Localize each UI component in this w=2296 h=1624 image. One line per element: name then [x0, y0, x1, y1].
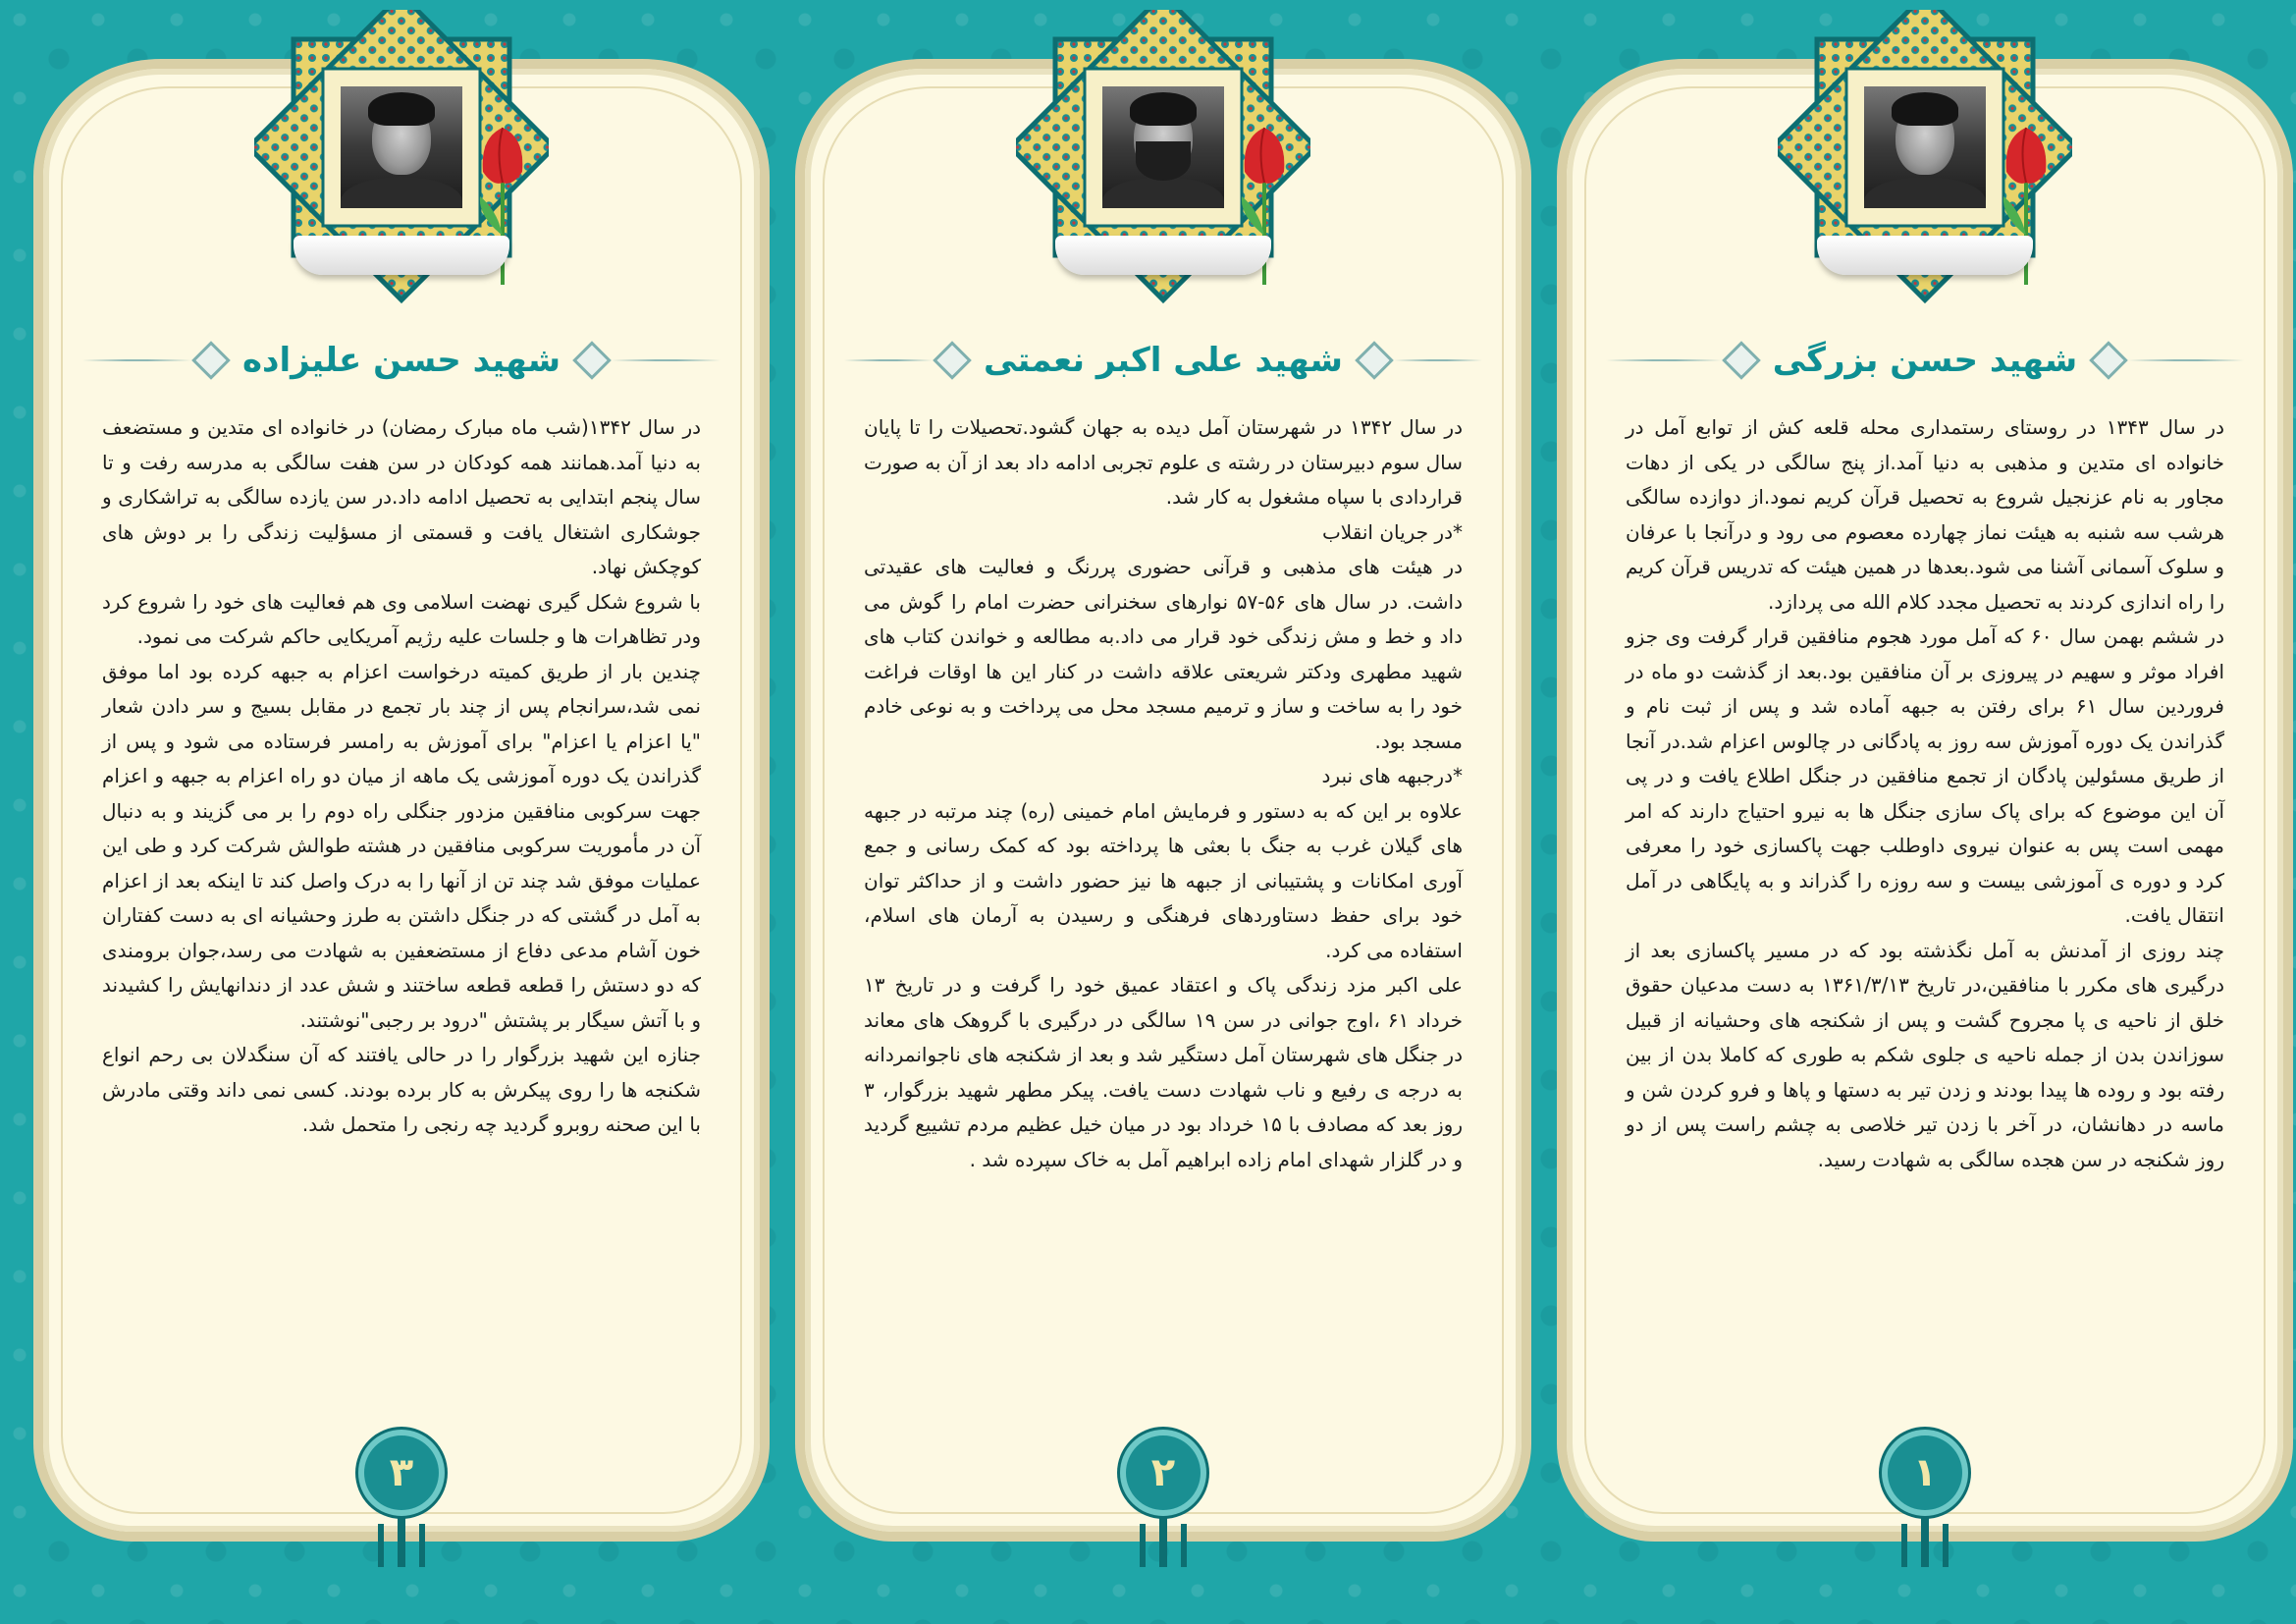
section-heading: *در جریان انقلاب — [1321, 519, 1463, 544]
page-number: ۲ — [1150, 1450, 1176, 1495]
page-number-badge — [333, 1414, 470, 1561]
ornament-diamond-icon — [572, 341, 612, 380]
section-heading: *درجبهه های نبرد — [1321, 764, 1463, 787]
biography-paragraph: چندین بار از طریق کمیته درخواست اعزام به جبهه کرده بود اما موفق نمی شد،سرانجام پس از چند بار تجمع در مقابل بسیج و سر دادن شعار "یا اعزام یا اعزام" برای آموزش به رامسر فرستاده می شود و پس از گذراندن یک دوره آموزشی یک ماهه از میان دو راه اعزام به جبهه و اعزام جهت سرکوبی منافقین مزدور جنگلی راه دوم را بر می گزیند و به دنبال آن در مأموریت سرکوبی منافقین در هشته طوالش شرکت کرد و طی این عملیات موفق شد چند تن از آنها را به درک واصل کند تا اینکه بعد از اعزام به آمل در گشتی که در جنگل داشتن به طرز وحشیانه ای به دست کفتاران خون آشام مدعی دفاع از مستضعفین به شهادت می رسد،جوان برومندی که دو دستش را قطعه قطعه ساختند و شش عدد از دندانهایش را کشیدند و با آتش سیگار بر پشتش "درود بر رجبی"نوشتند. — [102, 659, 701, 1032]
biography-paragraph: با شروع شکل گیری نهضت اسلامی وی هم فعالیت های خود را شروع کرد ودر تظاهرات ها و جلسات علیه رژیم آمریکایی حاکم شرکت می نمود. — [102, 589, 701, 648]
martyr-photo — [1102, 86, 1224, 208]
ornament-right — [2128, 352, 2244, 368]
ornament-right — [1394, 352, 1482, 368]
biography-paragraph: در ششم بهمن سال ۶۰ که آمل مورد هجوم منافقین قرار گرفت وی جزو افراد موثر و سهیم در پیروزی بر آن منافقین بود.بعد از گذشت دو ماه در فروردین سال ۶۱ برای رفتن به جبهه آماده شد و پس از ثبت نام و گذراندن یک دوره آموزش سه روز به پادگانی در چالوس اعزام شد.در آنجا از طریق مسئولین پادگان از تجمع منافقین در جنگل اطلاع یافت و در پی آن این موضوع که برای پاک سازی جنگل ها به نیرو احتیاج دارند که امر مهمی است پس به عنوان نیروی داوطلب جهت پاکسازی خود را معرفی کرد و دوره ی آموزشی بیست و سه روزه را گذراند و به پایگاهی در آمل انتقال یافت. — [1626, 624, 2224, 927]
martyr-photo — [341, 86, 462, 208]
title-bar — [82, 326, 721, 395]
page-number: ۱ — [1912, 1450, 1938, 1495]
ornament-left — [82, 352, 191, 368]
ornament-diamond-icon — [1722, 341, 1761, 380]
portrait-frame — [1016, 10, 1310, 304]
martyr-panel-2 — [805, 69, 1522, 1532]
title-bar — [1606, 326, 2244, 395]
ornament-left — [1606, 352, 1722, 368]
biography-paragraph: در سال ۱۳۴۳ در روستای رستمداری محله قلعه کش از توابع آمل در خانواده ای متدین و مذهبی به دنیا آمد.از پنج سالگی در یکی از دهات مجاور به نام عزنجیل شروع به تحصیل قرآن کریم نمود.از دوازده سالگی هرشب سه شنبه به هیئت نماز چهارده معصوم می رود و درآنجا با عرفان و سلوک آسمانی آشنا می شود.بعدها در همین هیئت که تدریس قرآن کریم را راه اندازی کردند به تحصیل مجدد کلام الله می پردازد. — [1626, 415, 2224, 614]
biography-text — [102, 410, 701, 1404]
biography-text — [1626, 410, 2224, 1404]
biography-paragraph: علی اکبر مزد زندگی پاک و اعتقاد عمیق خود را گرفت و در تاریخ ۱۳ خرداد ۶۱ ،اوج جوانی در سن ۱۹ سالگی در درگیری با گروهک های معاند در جنگل های شهرستان آمل دستگیر شد و بعد از شکنجه های ناجوانمردانه به درجه ی رفیع و ناب شهادت دست یافت. پیکر مطهر شهید بزرگوار، ۳ روز بعد که مصادف با ۱۵ خرداد بود در میان خیل عظیم مردم تشییع گردید و در گلزار شهدای امام زاده ابراهیم آمل به خاک سپرده شد . — [864, 973, 1464, 1171]
portrait-tray — [294, 236, 509, 275]
ornament-right — [612, 352, 721, 368]
martyr-photo — [1864, 86, 1986, 208]
biography-text — [864, 410, 1463, 1404]
page-number-badge — [1856, 1414, 1994, 1561]
biography-paragraph: در هیئت های مذهبی و قرآنی حضوری پررنگ و فعالیت های عقیدتی داشت. در سال های ۵۶-۵۷ نوارهای سخنرانی حضرت امام را گوش می داد و خط و مش زندگی خود قرار می داد.به مطالعه و خواندن کتاب های شهید مطهری ودکتر شریعتی علاقه داشت در کنار این ها اوقات فراغت خود را به ساخت و ساز و ترمیم مسجد محل می پرداخت و به نوعی خادم مسجد بود. — [864, 555, 1464, 753]
martyr-name: شهید حسن بزرگی — [1772, 341, 2078, 380]
portrait-tray — [1817, 236, 2033, 275]
portrait-frame — [1778, 10, 2072, 304]
portrait-frame — [254, 10, 549, 304]
ornament-diamond-icon — [1355, 341, 1394, 380]
biography-paragraph: علاوه بر این که به دستور و فرمایش امام خمینی (ره) چند مرتبه در جبهه های گیلان غرب به جنگ با بعثی ها پرداخته بود که کمک رسانی و جمع آوری امکانات و پشتیبانی از جبهه ها نیز حضور داشت و از حداکثر توان خود برای حفظ دستاوردهای فرهنگی و رسیدن به آرمان های اسلام، استفاده می کرد. — [864, 798, 1463, 962]
ornament-diamond-icon — [2089, 341, 2128, 380]
biography-paragraph: چند روزی از آمدنش به آمل نگذشته بود که در مسیر پاکسازی بعد از درگیری های مکرر با منافقین،در تاریخ ۱۳۶۱/۳/۱۳ به دست مدعیان حقوق خلق از ناحیه ی پا مجروح گشت و پس از شکنجه های وحشیانه از قبیل سوزاندن بدن از جمله ناحیه ی جلوی شکم به طوری که کاملا بدن از بین رفته بود و روده ها پیدا بودند و زدن تیر به دستها و پاها و فرو کردن شن و ماسه در دهانشان، در آخر با زدن تیر خلاصی به چشم راست پس از دو روز شکنجه در سن هجده سالگی به شهادت رسید. — [1626, 938, 2224, 1171]
title-bar — [844, 326, 1482, 395]
ornament-diamond-icon — [191, 341, 231, 380]
portrait-tray — [1055, 236, 1271, 275]
ornament-left — [844, 352, 933, 368]
page-number-badge — [1095, 1414, 1232, 1561]
biography-paragraph: در سال ۱۳۴۲ در شهرستان آمل دیده به جهان گشود.تحصیلات را تا پایان سال سوم دبیرستان در رشته ی علوم تجربی ادامه داد بعد از آن به صورت قراردادی با سپاه مشغول به کار شد. — [864, 415, 1464, 509]
page-number: ۳ — [389, 1450, 414, 1495]
ornament-diamond-icon — [933, 341, 972, 380]
biography-paragraph: جنازه این شهید بزرگوار را در حالی یافتند که آن سنگدلان بی رحم انواع شکنجه ها را روی پیکرش به کار برده بودند. کسی نمی داند وقتی مادرش با این صحنه روبرو گردید چه رنجی را متحمل شد. — [102, 1043, 701, 1136]
martyr-name: شهید علی اکبر نعمتی — [984, 341, 1343, 380]
martyr-panel-1 — [1567, 69, 2283, 1532]
biography-paragraph: در سال ۱۳۴۲(شب ماه مبارک رمضان) در خانواده ای متدین و مستضعف به دنیا آمد.همانند همه کودکان در سن هفت سالگی به مدرسه رفت و تا سال پنجم ابتدایی به تحصیل ادامه داد.در سن یازده سالگی به تراشکاری و جوشکاری اشتغال یافت و قسمتی از مسؤلیت زندگی را بر دوش های کوچکش نهاد. — [102, 415, 702, 578]
martyr-name: شهید حسن علیزاده — [241, 341, 561, 380]
martyr-panel-3 — [43, 69, 760, 1532]
